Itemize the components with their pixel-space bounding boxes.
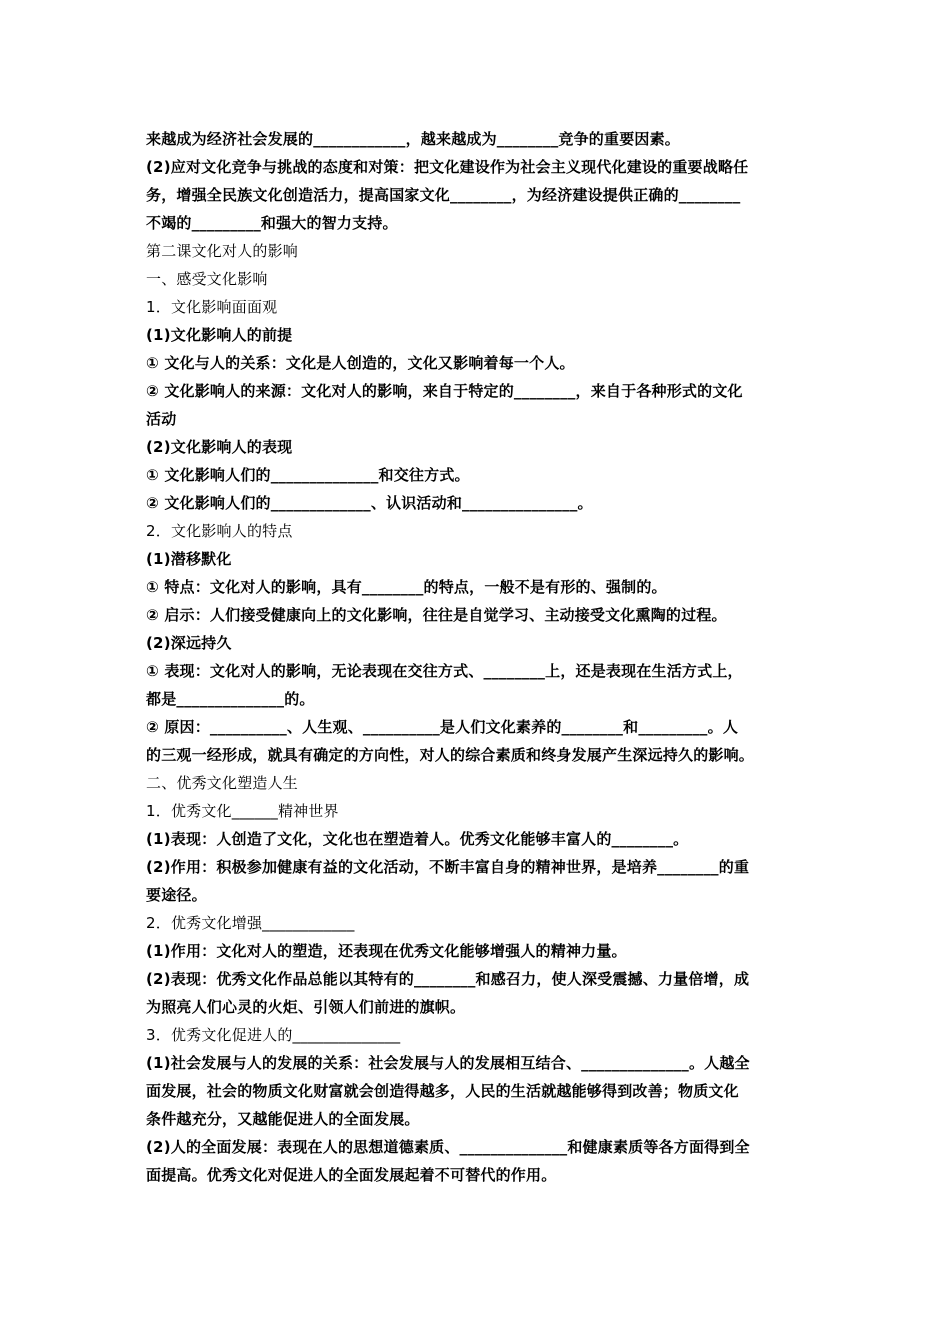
text-line: 的三观一经形成，就具有确定的方向性，对人的综合素质和终身发展产生深远持久的影响。 xyxy=(146,746,755,764)
section-heading: 二、优秀文化塑造人生 xyxy=(146,774,299,792)
text-line: (2)人的全面发展：表现在人的思想道德素质、______________和健康素质等各方面得到全 xyxy=(146,1138,750,1156)
text-line: (2)表现：优秀文化作品总能以其特有的________和感召力，使人深受震撼、力量倍增，成 xyxy=(146,970,750,988)
document-body xyxy=(146,125,810,1189)
text-line: 不竭的_________和强大的智力支持。 xyxy=(146,214,398,232)
text-line: 活动 xyxy=(146,410,177,428)
text-line: ① 表现：文化对人的影响，无论表现在交往方式、________上，还是表现在生活方式上， xyxy=(146,662,743,680)
text-line: (2)深远持久 xyxy=(146,634,232,652)
text-line: ② 文化影响人们的_____________、认识活动和_______________。 xyxy=(146,494,593,512)
text-line: 都是______________的。 xyxy=(146,690,315,708)
text-line: (2)应对文化竞争与挑战的态度和对策：把文化建设作为社会主义现代化建设的重要战略任 xyxy=(146,158,749,176)
text-line: ② 原因：__________、人生观、__________是人们文化素养的________和_________。人 xyxy=(146,718,739,736)
text-line: ② 启示：人们接受健康向上的文化影响，往往是自觉学习、主动接受文化熏陶的过程。 xyxy=(146,606,727,624)
text-line: (2)作用：积极参加健康有益的文化活动，不断丰富自身的精神世界，是培养________的重 xyxy=(146,858,750,876)
subsection-heading: 2．文化影响人的特点 xyxy=(146,522,293,540)
subsection-heading: 1．文化影响面面观 xyxy=(146,298,278,316)
text-line: 务，增强全民族文化创造活力，提高国家文化________，为经济建设提供正确的________ xyxy=(146,186,741,204)
text-line: ① 特点：文化对人的影响，具有________的特点，一般不是有形的、强制的。 xyxy=(146,578,667,596)
text-line: 条件越充分，又越能促进人的全面发展。 xyxy=(146,1110,420,1128)
text-line: (1)社会发展与人的发展的关系：社会发展与人的发展相互结合、______________。人越全 xyxy=(146,1054,750,1072)
section-heading: 一、感受文化影响 xyxy=(146,270,268,288)
text-line: (1)潜移默化 xyxy=(146,550,232,568)
text-line: (1)表现：人创造了文化，文化也在塑造着人。优秀文化能够丰富人的________。 xyxy=(146,830,689,848)
subsection-heading: 3．优秀文化促进人的______________ xyxy=(146,1026,401,1044)
text-line: 面提高。优秀文化对促进人的全面发展起着不可替代的作用。 xyxy=(146,1166,557,1184)
text-line: (1)文化影响人的前提 xyxy=(146,326,293,344)
text-line: ② 文化影响人的来源：文化对人的影响，来自于特定的________，来自于各种形式的文化 xyxy=(146,382,743,400)
text-line: 要途径。 xyxy=(146,886,207,904)
text-line: ① 文化与人的关系：文化是人创造的，文化又影响着每一个人。 xyxy=(146,354,575,372)
subsection-heading: 2．优秀文化增强____________ xyxy=(146,914,355,932)
text-line: 为照亮人们心灵的火炬、引领人们前进的旗帜。 xyxy=(146,998,466,1016)
text-line: ① 文化影响人们的______________和交往方式。 xyxy=(146,466,470,484)
text-line: (2)文化影响人的表现 xyxy=(146,438,293,456)
subsection-heading: 1．优秀文化______精神世界 xyxy=(146,802,339,820)
lesson-heading: 第二课文化对人的影响 xyxy=(146,242,299,260)
text-line: 来越成为经济社会发展的____________，越来越成为________竞争的重要因素。 xyxy=(146,130,681,148)
text-line: 面发展，社会的物质文化财富就会创造得越多，人民的生活就越能够得到改善；物质文化 xyxy=(146,1082,739,1100)
text-line: (1)作用：文化对人的塑造，还表现在优秀文化能够增强人的精神力量。 xyxy=(146,942,627,960)
